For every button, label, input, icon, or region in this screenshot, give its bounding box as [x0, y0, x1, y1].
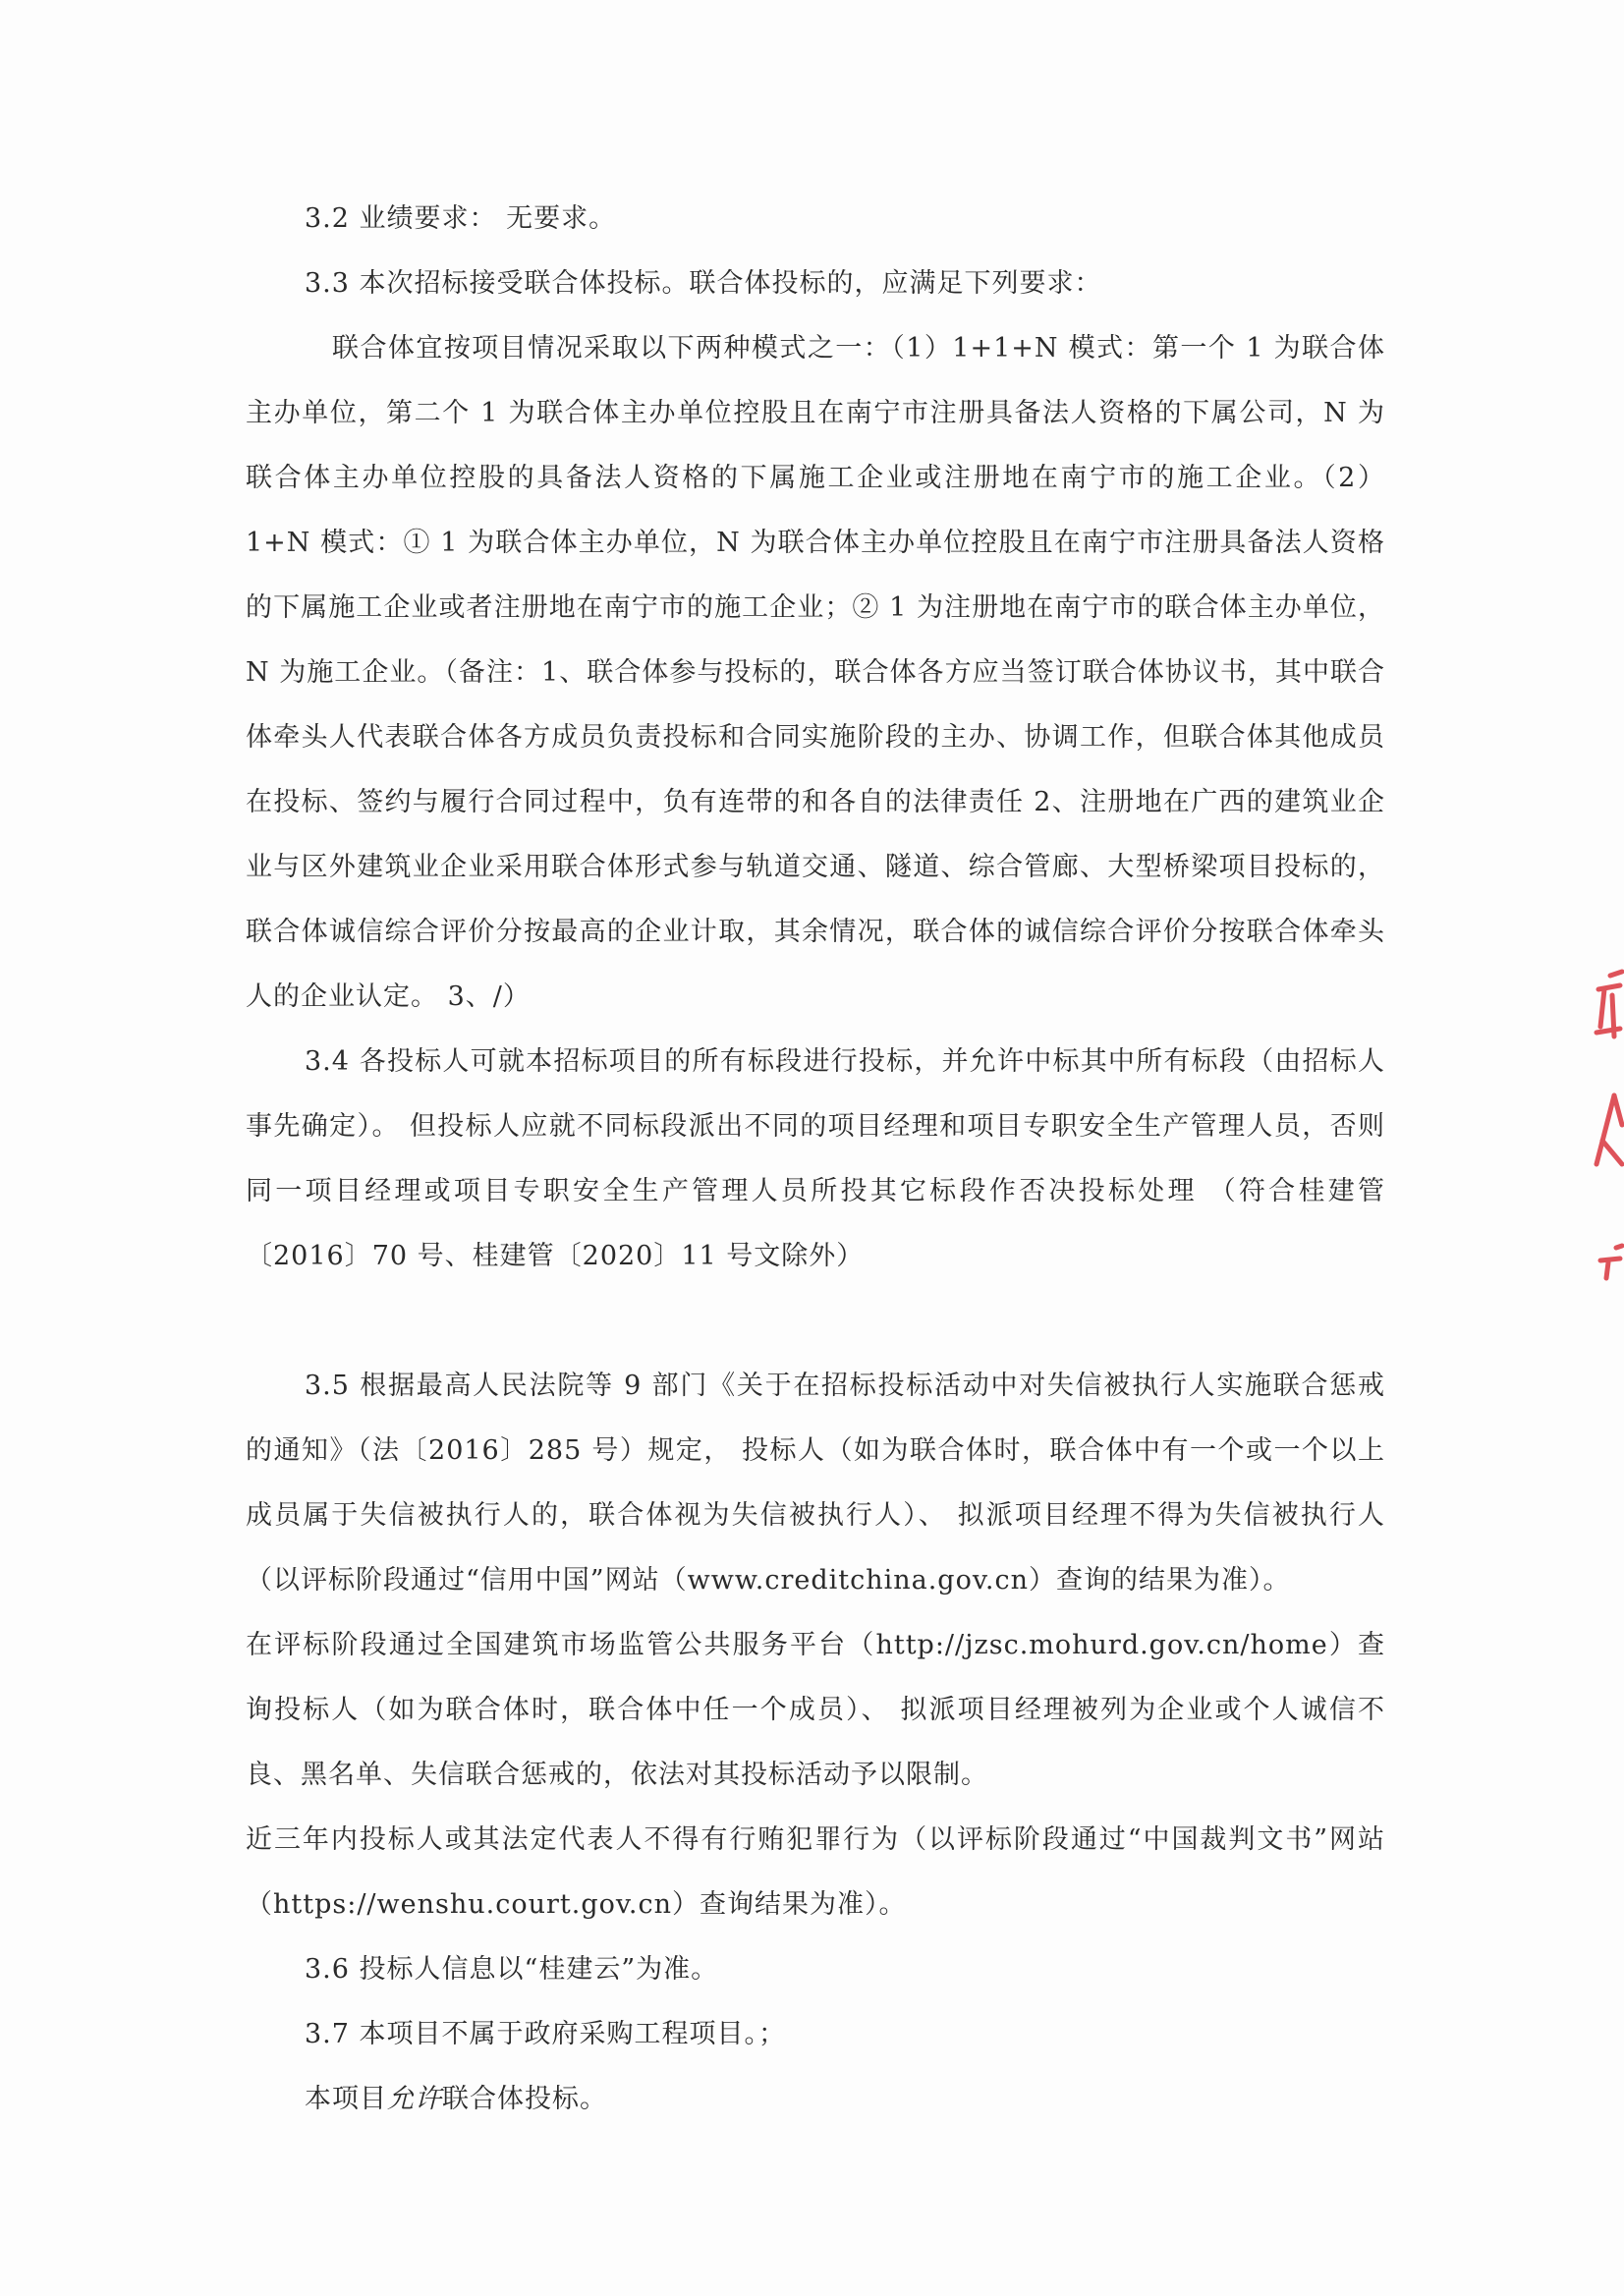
paragraph-gap — [246, 1289, 1385, 1354]
consortium-allowed-prefix: 本项目 — [305, 2084, 387, 2114]
section-3-6: 3.6 投标人信息以“桂建云”为准。 — [305, 1954, 719, 1985]
section-3-3: 3.3 本次招标接受联合体投标。联合体投标的，应满足下列要求： — [305, 268, 1102, 299]
section-3-3-detail: 联合体宜按项目情况采取以下两种模式之一：（1）1+1+N 模式：第一个 1 为联合体主办单位，第二个 1 为联合体主办单位控股且在南宁市注册具备法人资格的下属公司，N 为联合体主办单位控股的具备法人资格的下属施工企业或注册地在南宁市的施工企业。（2）1+N 模式：① 1 为联合体主办单位，N 为联合体主办单位控股且在南宁市注册具备法人资格的下属施工企业或者注册地在南宁市的施工企业；② 1 为注册地在南宁市的联合体主办单位，N 为施工企业。（备注：1、联合体参与投标的，联合体各方应当签订联合体协议书，其中联合体牵头人代表联合体各方成员负责投标和合同实施阶段的主办、协调工作，但联合体其他成员在投标、签约与履行合同过程中，负有连带的和各自的法律责任 2、注册地在广西的建筑业企业与区外建筑业企业采用联合体形式参与轨道交通、隧道、综合管廊、大型桥梁项目投标的，联合体诚信综合评价分按最高的企业计取，其余情况，联合体的诚信综合评价分按联合体牵头人的企业认定。 3、/） — [246, 333, 1385, 1012]
section-3-7: 3.7 本项目不属于政府采购工程项目。； — [305, 2019, 787, 2049]
section-3-4: 3.4 各投标人可就本招标项目的所有标段进行投标，并允许中标其中所有标段（由招标人事先确定）。 但投标人应就不同标段派出不同的项目经理和项目专职安全生产管理人员，否则同一项目经理或项目专职安全生产管理人员所投其它标段作否决投标处理 （符合桂建管〔2016〕70 号、桂建管〔2020〕11 号文除外） — [246, 1046, 1385, 1271]
consortium-allowed-statement — [246, 2067, 1385, 2132]
section-3-5: 3.5 根据最高人民法院等 9 部门《关于在招标投标活动中对失信被执行人实施联合惩戒的通知》（法〔2016〕285 号）规定， 投标人（如为联合体时，联合体中有一个或一个以上成员属于失信被执行人的，联合体视为失信被执行人）、 拟派项目经理不得为失信被执行人（以评标阶段通过“信用中国”网站（www.creditchina.gov.cn）查询的结果为准）。 — [246, 1371, 1385, 1596]
section-3-2: 3.2 业绩要求： 无要求。 — [305, 203, 617, 234]
section-3-5-platform: 在评标阶段通过全国建筑市场监管公共服务平台（http://jzsc.mohurd.gov.cn/home）查询投标人（如为联合体时，联合体中任一个成员）、 拟派项目经理被列为企业或个人诚信不良、黑名单、失信联合惩戒的，依法对其投标活动予以限制。 — [246, 1630, 1385, 1790]
consortium-allowed-suffix: 联合体投标。 — [442, 2084, 607, 2114]
section-3-5-bribery: 近三年内投标人或其法定代表人不得有行贿犯罪行为（以评标阶段通过“中国裁判文书”网站（https://wenshu.court.gov.cn）查询结果为准）。 — [246, 1824, 1385, 1920]
document-body — [246, 187, 1385, 2132]
red-seal-stamp-fragment — [1591, 968, 1624, 1292]
consortium-allowed-keyword: 允许 — [387, 2084, 442, 2114]
